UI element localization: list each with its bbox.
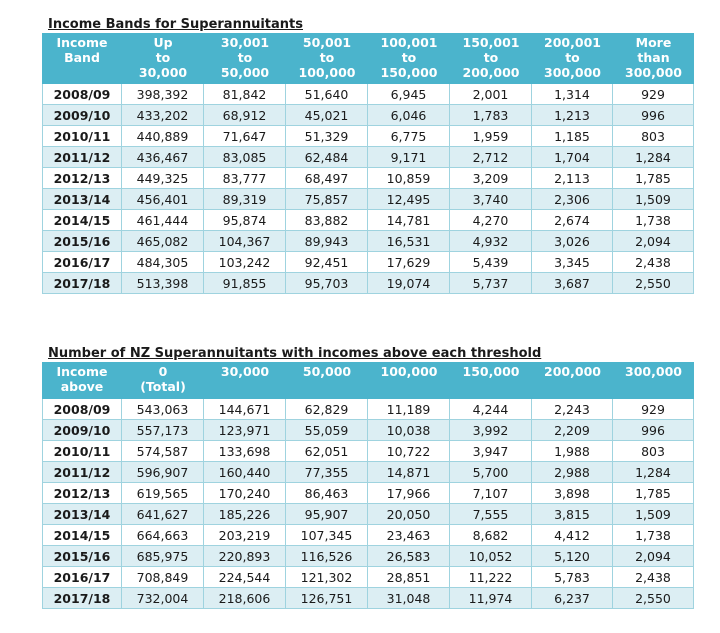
value-cell: 10,052 — [450, 546, 532, 567]
table-row — [42, 231, 694, 252]
value-cell: 144,671 — [204, 399, 286, 420]
value-cell: 68,912 — [204, 105, 286, 126]
value-cell: 17,629 — [368, 252, 450, 273]
value-cell: 45,021 — [286, 105, 368, 126]
column-header-line: 30,001 — [220, 35, 270, 50]
column-header-line: Band — [64, 50, 100, 65]
value-cell: 619,565 — [122, 483, 204, 504]
value-cell: 92,451 — [286, 252, 368, 273]
value-cell: 68,497 — [286, 168, 368, 189]
value-cell: 3,992 — [450, 420, 532, 441]
table-row — [42, 126, 694, 147]
column-header-line: 30,000 — [138, 65, 188, 80]
value-cell: 11,222 — [450, 567, 532, 588]
column-header-line: to — [155, 50, 171, 65]
value-cell: 1,738 — [613, 210, 694, 231]
column-header-line: More — [635, 35, 672, 50]
value-cell: 1,738 — [613, 525, 694, 546]
table-row — [42, 525, 694, 546]
threshold-title: Number of NZ Superannuitants with incomes above each threshold — [48, 346, 542, 361]
table-header-row — [42, 362, 694, 399]
year-cell: 2016/17 — [42, 252, 122, 273]
value-cell: 2,243 — [532, 399, 613, 420]
column-header-line: than — [637, 50, 670, 65]
value-cell: 11,974 — [450, 588, 532, 609]
value-cell: 2,988 — [532, 462, 613, 483]
value-cell: 170,240 — [204, 483, 286, 504]
year-cell: 2013/14 — [42, 189, 122, 210]
value-cell: 160,440 — [204, 462, 286, 483]
value-cell: 3,947 — [450, 441, 532, 462]
column-header-line: Income — [56, 364, 108, 379]
column-header — [450, 33, 532, 84]
value-cell: 8,682 — [450, 525, 532, 546]
value-cell: 465,082 — [122, 231, 204, 252]
value-cell: 4,412 — [532, 525, 613, 546]
column-header — [122, 33, 204, 84]
value-cell: 5,783 — [532, 567, 613, 588]
table-row — [42, 399, 694, 420]
value-cell: 31,048 — [368, 588, 450, 609]
year-cell: 2015/16 — [42, 231, 122, 252]
value-cell: 2,438 — [613, 567, 694, 588]
value-cell: 440,889 — [122, 126, 204, 147]
value-cell: 51,640 — [286, 84, 368, 105]
value-cell: 3,209 — [450, 168, 532, 189]
value-cell: 123,971 — [204, 420, 286, 441]
value-cell: 23,463 — [368, 525, 450, 546]
column-header — [42, 33, 122, 84]
value-cell: 1,284 — [613, 462, 694, 483]
table-header-row — [42, 33, 694, 84]
threshold-table — [42, 362, 694, 609]
column-header-line — [287, 379, 367, 394]
value-cell: 224,544 — [204, 567, 286, 588]
value-cell: 4,244 — [450, 399, 532, 420]
value-cell: 2,712 — [450, 147, 532, 168]
income-bands-table — [42, 33, 694, 294]
income-bands-section — [42, 16, 694, 294]
value-cell: 3,898 — [532, 483, 613, 504]
value-cell: 3,687 — [532, 273, 613, 294]
value-cell: 1,284 — [613, 147, 694, 168]
value-cell: 220,893 — [204, 546, 286, 567]
value-cell: 1,783 — [450, 105, 532, 126]
value-cell: 1,509 — [613, 189, 694, 210]
value-cell: 28,851 — [368, 567, 450, 588]
year-cell: 2011/12 — [42, 462, 122, 483]
value-cell: 2,113 — [532, 168, 613, 189]
column-header-line — [43, 65, 121, 80]
value-cell: 543,063 — [122, 399, 204, 420]
value-cell: 2,209 — [532, 420, 613, 441]
column-header-line: 100,001 — [380, 35, 438, 50]
value-cell: 133,698 — [204, 441, 286, 462]
value-cell: 1,509 — [613, 504, 694, 525]
value-cell: 2,001 — [450, 84, 532, 105]
column-header-line: 200,000 — [462, 65, 520, 80]
value-cell: 557,173 — [122, 420, 204, 441]
column-header-line: 0 — [158, 364, 168, 379]
value-cell: 5,439 — [450, 252, 532, 273]
value-cell: 4,270 — [450, 210, 532, 231]
table-row — [42, 84, 694, 105]
year-cell: 2016/17 — [42, 567, 122, 588]
value-cell: 62,829 — [286, 399, 368, 420]
table-row — [42, 147, 694, 168]
value-cell: 6,775 — [368, 126, 450, 147]
value-cell: 641,627 — [122, 504, 204, 525]
value-cell: 86,463 — [286, 483, 368, 504]
value-cell: 83,085 — [204, 147, 286, 168]
column-header — [613, 362, 694, 399]
table-row — [42, 546, 694, 567]
value-cell: 51,329 — [286, 126, 368, 147]
column-header-line: 50,000 — [220, 65, 270, 80]
value-cell: 2,550 — [613, 273, 694, 294]
value-cell: 19,074 — [368, 273, 450, 294]
value-cell: 116,526 — [286, 546, 368, 567]
year-cell: 2008/09 — [42, 399, 122, 420]
value-cell: 436,467 — [122, 147, 204, 168]
column-header-line: 150,001 — [462, 35, 520, 50]
column-header-line: 100,000 — [380, 364, 438, 379]
value-cell: 14,871 — [368, 462, 450, 483]
year-cell: 2017/18 — [42, 588, 122, 609]
column-header-line: 50,000 — [302, 364, 352, 379]
value-cell: 803 — [613, 126, 694, 147]
column-header-line: 300,000 — [625, 364, 682, 379]
year-cell: 2015/16 — [42, 546, 122, 567]
year-cell: 2017/18 — [42, 273, 122, 294]
value-cell: 95,907 — [286, 504, 368, 525]
value-cell: 1,785 — [613, 168, 694, 189]
column-header-line — [205, 379, 285, 394]
year-cell: 2011/12 — [42, 147, 122, 168]
value-cell: 456,401 — [122, 189, 204, 210]
column-header — [42, 362, 122, 399]
value-cell: 103,242 — [204, 252, 286, 273]
value-cell: 461,444 — [122, 210, 204, 231]
value-cell: 2,438 — [613, 252, 694, 273]
value-cell: 89,319 — [204, 189, 286, 210]
value-cell: 81,842 — [204, 84, 286, 105]
table-row — [42, 567, 694, 588]
value-cell: 17,966 — [368, 483, 450, 504]
value-cell: 1,213 — [532, 105, 613, 126]
value-cell: 2,306 — [532, 189, 613, 210]
value-cell: 3,815 — [532, 504, 613, 525]
column-header-line: to — [565, 50, 580, 65]
year-cell: 2013/14 — [42, 504, 122, 525]
column-header-line — [451, 379, 531, 394]
value-cell: 2,094 — [613, 231, 694, 252]
value-cell: 1,185 — [532, 126, 613, 147]
table-row — [42, 462, 694, 483]
column-header — [450, 362, 532, 399]
column-header — [122, 362, 204, 399]
value-cell: 484,305 — [122, 252, 204, 273]
value-cell: 6,046 — [368, 105, 450, 126]
value-cell: 685,975 — [122, 546, 204, 567]
value-cell: 433,202 — [122, 105, 204, 126]
column-header-line: 150,000 — [380, 65, 438, 80]
threshold-section — [42, 345, 694, 609]
column-header-line: 300,000 — [625, 65, 682, 80]
column-header-line: to — [319, 50, 335, 65]
year-cell: 2012/13 — [42, 168, 122, 189]
value-cell: 803 — [613, 441, 694, 462]
column-header-line — [533, 379, 612, 394]
value-cell: 574,587 — [122, 441, 204, 462]
value-cell: 203,219 — [204, 525, 286, 546]
value-cell: 75,857 — [286, 189, 368, 210]
value-cell: 55,059 — [286, 420, 368, 441]
column-header-line: 100,000 — [298, 65, 356, 80]
value-cell: 83,882 — [286, 210, 368, 231]
value-cell: 11,189 — [368, 399, 450, 420]
value-cell: 2,674 — [532, 210, 613, 231]
value-cell: 12,495 — [368, 189, 450, 210]
value-cell: 996 — [613, 105, 694, 126]
table-row — [42, 210, 694, 231]
column-header — [368, 362, 450, 399]
column-header — [286, 33, 368, 84]
value-cell: 62,051 — [286, 441, 368, 462]
value-cell: 929 — [613, 399, 694, 420]
value-cell: 83,777 — [204, 168, 286, 189]
column-header-line: (Total) — [140, 379, 186, 394]
column-header-line: to — [237, 50, 253, 65]
column-header-line: 50,001 — [302, 35, 352, 50]
table-row — [42, 189, 694, 210]
table-row — [42, 105, 694, 126]
value-cell: 89,943 — [286, 231, 368, 252]
value-cell: 10,038 — [368, 420, 450, 441]
value-cell: 95,703 — [286, 273, 368, 294]
value-cell: 91,855 — [204, 273, 286, 294]
column-header — [613, 33, 694, 84]
column-header-line: 300,000 — [544, 65, 601, 80]
value-cell: 6,945 — [368, 84, 450, 105]
value-cell: 20,050 — [368, 504, 450, 525]
value-cell: 107,345 — [286, 525, 368, 546]
year-cell: 2008/09 — [42, 84, 122, 105]
value-cell: 5,737 — [450, 273, 532, 294]
value-cell: 26,583 — [368, 546, 450, 567]
column-header-line: above — [60, 379, 104, 394]
value-cell: 4,932 — [450, 231, 532, 252]
value-cell: 9,171 — [368, 147, 450, 168]
year-cell: 2010/11 — [42, 441, 122, 462]
value-cell: 3,026 — [532, 231, 613, 252]
value-cell: 596,907 — [122, 462, 204, 483]
column-header — [286, 362, 368, 399]
column-header-line: 200,001 — [544, 35, 601, 50]
value-cell: 996 — [613, 420, 694, 441]
table-row — [42, 252, 694, 273]
column-header-line — [369, 379, 449, 394]
value-cell: 14,781 — [368, 210, 450, 231]
income-bands-title: Income Bands for Superannuitants — [48, 17, 303, 32]
year-cell: 2009/10 — [42, 420, 122, 441]
value-cell: 104,367 — [204, 231, 286, 252]
value-cell: 513,398 — [122, 273, 204, 294]
column-header-line — [614, 379, 693, 394]
column-header-line: to — [483, 50, 499, 65]
value-cell: 16,531 — [368, 231, 450, 252]
value-cell: 95,874 — [204, 210, 286, 231]
value-cell: 5,120 — [532, 546, 613, 567]
value-cell: 77,355 — [286, 462, 368, 483]
value-cell: 185,226 — [204, 504, 286, 525]
column-header — [204, 33, 286, 84]
value-cell: 3,345 — [532, 252, 613, 273]
value-cell: 71,647 — [204, 126, 286, 147]
value-cell: 1,314 — [532, 84, 613, 105]
year-cell: 2010/11 — [42, 126, 122, 147]
year-cell: 2014/15 — [42, 210, 122, 231]
column-header-line: 200,000 — [544, 364, 601, 379]
value-cell: 62,484 — [286, 147, 368, 168]
value-cell: 1,704 — [532, 147, 613, 168]
column-header-line: 30,000 — [220, 364, 270, 379]
year-cell: 2014/15 — [42, 525, 122, 546]
table-row — [42, 441, 694, 462]
value-cell: 126,751 — [286, 588, 368, 609]
column-header — [368, 33, 450, 84]
value-cell: 664,663 — [122, 525, 204, 546]
value-cell: 2,094 — [613, 546, 694, 567]
table-row — [42, 273, 694, 294]
value-cell: 121,302 — [286, 567, 368, 588]
column-header — [532, 362, 613, 399]
value-cell: 10,859 — [368, 168, 450, 189]
value-cell: 1,959 — [450, 126, 532, 147]
value-cell: 929 — [613, 84, 694, 105]
year-cell: 2012/13 — [42, 483, 122, 504]
value-cell: 10,722 — [368, 441, 450, 462]
value-cell: 218,606 — [204, 588, 286, 609]
year-cell: 2009/10 — [42, 105, 122, 126]
value-cell: 3,740 — [450, 189, 532, 210]
column-header-line: Income — [56, 35, 108, 50]
value-cell: 7,107 — [450, 483, 532, 504]
column-header-line: Up — [153, 35, 173, 50]
value-cell: 732,004 — [122, 588, 204, 609]
column-header — [532, 33, 613, 84]
value-cell: 7,555 — [450, 504, 532, 525]
value-cell: 1,785 — [613, 483, 694, 504]
value-cell: 1,988 — [532, 441, 613, 462]
table-row — [42, 168, 694, 189]
value-cell: 2,550 — [613, 588, 694, 609]
column-header-line: to — [401, 50, 417, 65]
value-cell: 398,392 — [122, 84, 204, 105]
value-cell: 5,700 — [450, 462, 532, 483]
table-row — [42, 483, 694, 504]
table-row — [42, 420, 694, 441]
column-header-line: 150,000 — [462, 364, 520, 379]
value-cell: 6,237 — [532, 588, 613, 609]
value-cell: 708,849 — [122, 567, 204, 588]
table-row — [42, 504, 694, 525]
value-cell: 449,325 — [122, 168, 204, 189]
column-header — [204, 362, 286, 399]
table-row — [42, 588, 694, 609]
